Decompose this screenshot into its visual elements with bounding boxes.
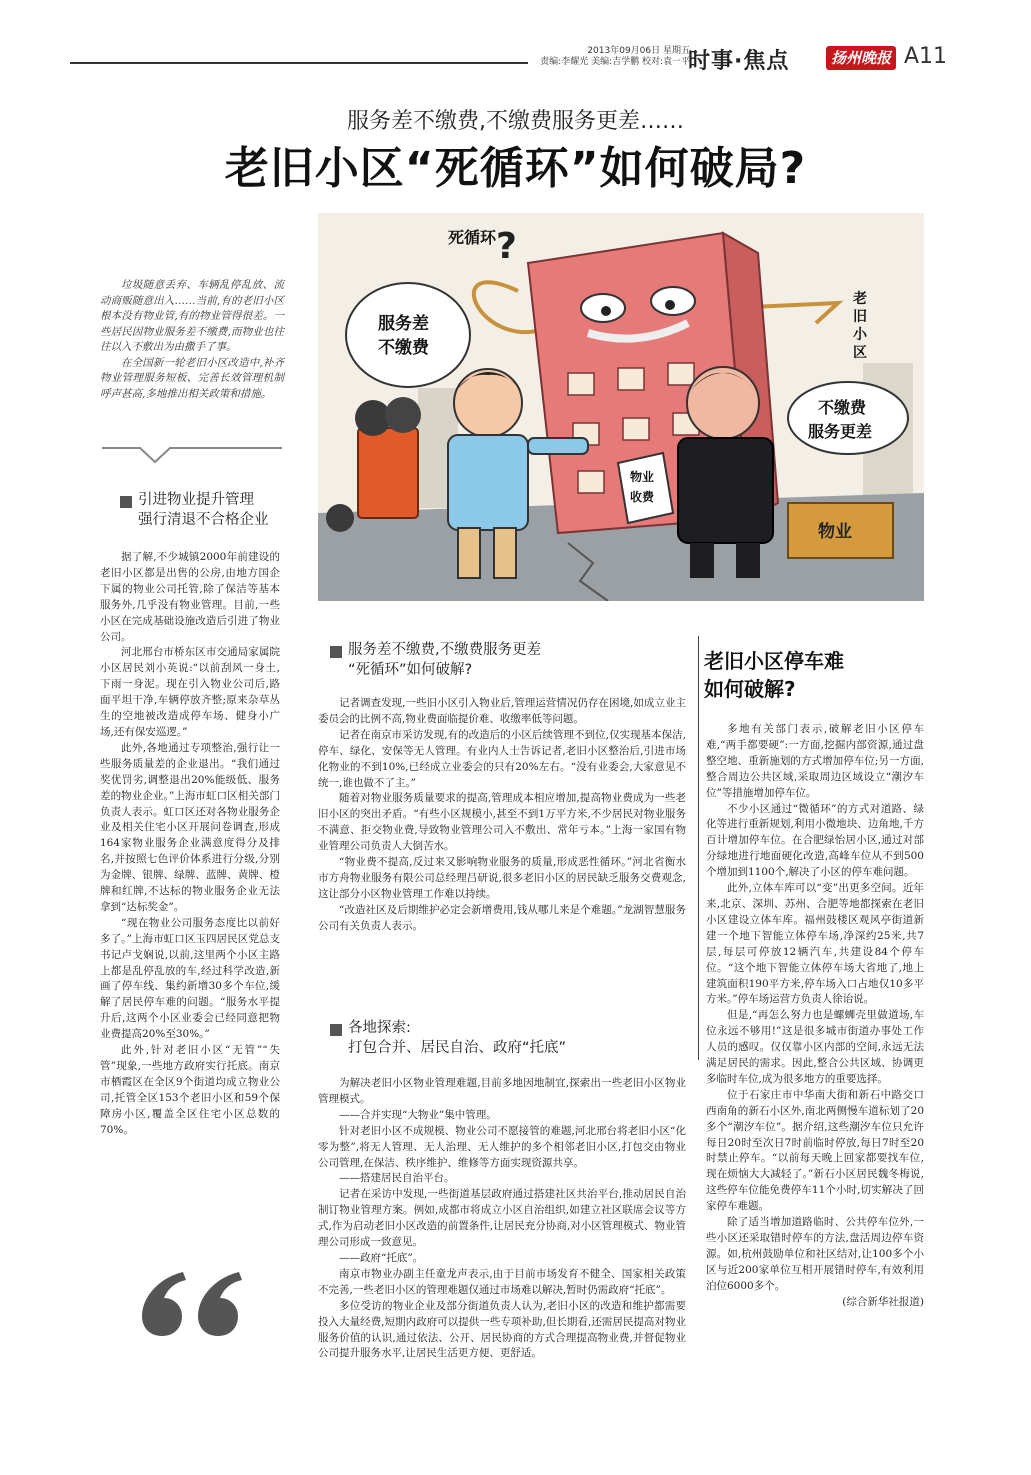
right-bubble-line2: 服务更差 bbox=[808, 422, 873, 441]
heading-square-icon bbox=[330, 646, 342, 658]
heading-square-icon bbox=[330, 1024, 342, 1036]
loop-label: 死循环 bbox=[448, 228, 497, 247]
intro-block bbox=[100, 278, 284, 402]
building-pupil bbox=[601, 306, 611, 316]
body-paragraph: ——政府“托底”。 bbox=[339, 1251, 424, 1264]
manager-leg bbox=[736, 543, 760, 578]
manager-suit bbox=[678, 438, 773, 543]
masthead-date: 2013年09月06日 星期五 bbox=[587, 46, 690, 56]
sidebar-title-line1: 老旧小区停车难 bbox=[704, 649, 844, 673]
body-paragraph: 南京市物业办副主任童龙声表示,由于目前市场发育不健全、国家相关政策不完善,一些老旧小区的管理难题仅通过市场难以解决,暂时仍需政府“托底”。 bbox=[318, 1267, 686, 1296]
left-speech-bubble bbox=[346, 283, 470, 387]
body-paragraph: 记者调查发现,一些旧小区引入物业后,管理运营情况仍存在困境,如成立业主委员会的比例不高,物业费面临提价难、收缴率低等问题。 bbox=[318, 697, 686, 725]
section2-heading bbox=[348, 640, 648, 680]
building-pupil bbox=[665, 300, 675, 310]
resident-leg bbox=[458, 528, 480, 578]
resident-leg bbox=[494, 528, 516, 578]
body-paragraph: 不少小区通过“微循环”的方式对道路、绿化等进行重新规划,利用小微地块、边角地,千方百计增加停车位。在合肥绿怡居小区,通过对部分绿地进行地面硬化改造,高峰车位从不到500个增加到1100个,解决了小区的停车难问题。 bbox=[706, 802, 924, 879]
right-bubble-line1: 不缴费 bbox=[818, 398, 867, 417]
headline-subhead: 服务差不缴费,不缴费服务更差…… bbox=[347, 109, 684, 134]
body-paragraph: “物业费不提高,反过来又影响物业服务的质量,形成恶性循环。”河北省衡水市方舟物业服务有限公司总经理吕研说,很多老旧小区的居民缺乏服务交费观念,这让部分小区物业管理工作难以持续。 bbox=[318, 856, 686, 900]
body-paragraph: ——合并实现“大物业”集中管理。 bbox=[339, 1108, 497, 1121]
body-paragraph: 此外,针对老旧小区“无管”“失管”现象,一些地方政府实行托底。南京市栖霞区在全区9个街道均成立物业公司,托管全区153个老旧小区和59个保障房小区,覆盖全区住宅小区总数的70%。 bbox=[100, 1044, 280, 1136]
masthead-rule bbox=[70, 62, 528, 64]
body-paragraph: 随着对物业服务质量要求的提高,管理成本相应增加,提高物业费成为一些老旧小区的突出矛盾。“有些小区规模小,甚至不到1万平方米,不少居民对物业服务不满意、拒交物业费,导致物业管理公司入不敷出、常年亏本。”上海一家国有物业管理公司负责人大倒苦水。 bbox=[318, 792, 686, 853]
property-fee-paper bbox=[618, 453, 673, 523]
body-paragraph: 河北邢台市桥东区市交通局家属院小区居民刘小英说:“以前刮风一身土,下雨一身泥。现在引入物业公司后,路面平坦干净,车辆停放齐整;原来杂草丛生的空地被改造成停车场、健身小广场,还有保安巡逻。” bbox=[100, 646, 280, 738]
left-bubble-line2: 不缴费 bbox=[378, 338, 429, 358]
page-number: A11 bbox=[904, 44, 948, 69]
body-paragraph: 为解决老旧小区物业管理难题,目前多地因地制宜,探索出一些老旧小区物业管理模式。 bbox=[318, 1077, 686, 1105]
cartoon-svg bbox=[318, 213, 924, 601]
trash-bag bbox=[326, 504, 354, 532]
body-paragraph: 此外,各地通过专项整治,强行让一些服务质量差的企业退出。“我们通过奖优罚劣,调整退出20%能级低、服务差的物业企业。”上海市虹口区相关部门负责人表示。虹口区还对各物业服务企业及相关住宅小区开展问卷调查,形成164家物业服务企业满意度得分及排名,并按照七色评价体系进行分级,分别为金牌、银牌、绿牌、蓝牌、黄牌、橙牌和红牌,不达标的物业服务企业无法拿到“达标奖金”。 bbox=[100, 741, 280, 913]
newspaper-logo: 扬州晚报 bbox=[826, 46, 896, 70]
section1-heading bbox=[138, 490, 298, 530]
body-paragraph: 位于石家庄市中华南大街和新石中路交口西南角的新石小区外,南北两侧慢车道标划了20多个“潮汐车位”。据介绍,这些潮汐车位只允许每日20时至次日7时前临时停放,每日7时至20时禁止停车。“以前每天晚上回家都要找车位,现在烦恼大大减轻了。”新石小区居民魏冬梅说,这些停车位能免费停车11个小时,切实解决了回家停车难题。 bbox=[706, 1088, 924, 1213]
building-window bbox=[668, 363, 694, 385]
source-credit: (综合新华社报道) bbox=[842, 1295, 924, 1308]
quote-mark-icon bbox=[138, 1268, 244, 1338]
body-paragraph: “改造社区及后期维护必定会新增费用,钱从哪儿来是个难题。”龙湖智慧服务公司有关负责人表示。 bbox=[318, 903, 686, 932]
paper-label-2: 收费 bbox=[630, 490, 655, 504]
question-mark: ? bbox=[496, 226, 517, 267]
resident-shirt bbox=[448, 435, 528, 530]
body-paragraph: 多位受访的物业企业及部分街道负责人认为,老旧小区的改造和维护都需要投入大量经费,短期内政府可以提供一些专项补助,但长期看,还需居民提高对物业服务价值的认识,通过依法、公开、居民协商的方式合理提高物业费,并督促物业公司提升服务水平,让居民生活更方便、更舒适。 bbox=[318, 1299, 686, 1360]
section3-heading-line2: 打包合并、居民自治、政府“托底” bbox=[348, 1040, 567, 1056]
headline-title: 老旧小区“死循环”如何破局? bbox=[224, 143, 807, 194]
resident-head bbox=[454, 369, 522, 437]
section3-heading bbox=[348, 1018, 648, 1058]
section1-heading-line2: 强行清退不合格企业 bbox=[138, 512, 269, 528]
building-window bbox=[578, 471, 604, 493]
cartoon-illustration bbox=[318, 213, 924, 601]
box-label: 物业 bbox=[818, 522, 852, 542]
section3-heading-line1: 各地探索: bbox=[348, 1020, 411, 1036]
trash-bag bbox=[385, 397, 421, 433]
section2-heading-line2: “死循环”如何破解? bbox=[348, 662, 473, 678]
body-paragraph: 针对老旧小区不成规模、物业公司不愿接管的难题,河北邢台将老旧小区“化零为整”,将无人管理、无人治理、无人维护的多个相邻老旧小区,打包交由物业公司管理,在保洁、秩序维护、维修等方面实现资源共享。 bbox=[318, 1124, 686, 1169]
heading-square-icon bbox=[120, 496, 132, 508]
manager-head bbox=[687, 367, 759, 439]
body-paragraph: 此外,立体车库可以“变”出更多空间。近年来,北京、深圳、苏州、合肥等地都探索在老旧小区建设立体车库。福州鼓楼区观风亭街道新建一个地下智能立体停车场,净深约25米,共7层,每层可停放12辆汽车,共建设84个停车位。“这个地下智能立体停车场大省地了,地上建筑面积190平方米,停车场入口占地仅10多平方米。”停车场运营方负责人徐诒说。 bbox=[706, 882, 924, 1006]
intro-bracket bbox=[100, 446, 284, 466]
body-paragraph: 除了适当增加道路临时、公共停车位外,一些小区还采取错时停车的方法,盘活周边停车资源。如,杭州鼓励单位和社区结对,让100多个小区与近200家单位互相开展错时停车,有效利用泊位6000多个。 bbox=[706, 1216, 924, 1292]
right-speech-bubble bbox=[788, 382, 908, 454]
intro-paragraph: 在全国新一轮老旧小区改造中,补齐物业管理服务短板、完善长效管理机制呼声甚高,多地推出相关政策和措施。 bbox=[100, 356, 284, 400]
building-label-3: 小 bbox=[853, 327, 867, 343]
section3-column bbox=[318, 1076, 686, 1362]
manager-leg bbox=[690, 543, 714, 578]
paper-label-1: 物业 bbox=[630, 470, 655, 484]
body-paragraph: 多地有关部门表示,破解老旧小区停车难,“两手都要硬”:一方面,挖掘内部资源,通过盘整空地、重新施划的方式增加停车位;另一方面,整合周边公共区域,采取周边区域设立“潮汐车位”等措施增加停车位。 bbox=[706, 723, 924, 799]
section2-heading-line1: 服务差不缴费,不缴费服务更差 bbox=[348, 642, 542, 658]
building-window bbox=[623, 418, 649, 440]
building-window bbox=[568, 373, 594, 395]
building-label-4: 区 bbox=[853, 345, 867, 361]
trash-bin bbox=[358, 428, 418, 518]
section1-column bbox=[100, 550, 280, 1139]
body-paragraph: 据了解,不少城镇2000年前建设的老旧小区都是出售的公房,由地方国企下属的物业公司托管,除了保洁等基本服务外,几乎没有物业管理。目前,一些小区在完成基础设施改造后引进了物业公司。 bbox=[100, 551, 280, 643]
sidebar-divider bbox=[698, 636, 699, 1060]
body-paragraph: 但是,“再怎么努力也是螺蛳壳里做道场,车位永远不够用!”这是很多城市街道办事处工作人员的感叹。仅仅靠小区内部的空间,永远无法满足居民的需求。因此,整合公共区域、协调更多临时车位,成为很多地方的重要选择。 bbox=[706, 1009, 924, 1085]
section2-column bbox=[318, 696, 686, 935]
masthead-meta bbox=[540, 46, 690, 68]
building-label-2: 旧 bbox=[853, 309, 867, 325]
body-paragraph: 记者在南京市采访发现,有的改造后的小区后续管理不到位,仅实现基本保洁,停车、绿化、安保等无人管理。有业内人士告诉记者,老旧小区整治后,引进市场化物业的不到10%,已经成立业委会的只有20%左右。“没有业委会,大家意见不统一,谁也做不了主。” bbox=[318, 728, 686, 789]
resident-arm bbox=[528, 438, 588, 454]
masthead-editors: 责编:李耀光 美编:吉学鹏 校对:袁一平 bbox=[540, 57, 690, 67]
body-paragraph: ——搭建居民自治平台。 bbox=[339, 1172, 455, 1185]
building-label-1: 老 bbox=[853, 291, 867, 307]
body-paragraph: “现在物业公司服务态度比以前好多了。”上海市虹口区玉四居民区党总支书记卢戈娴说,以前,这里两个小区主路上都是乱停乱放的车,经过科学改造,新画了停车线、集约新增30多个车位,缓解了居民停车难的问题。“服务水平提升后,这两个小区业委会已经同意把物业费提高20%至30%。” bbox=[100, 916, 280, 1041]
sidebar-title bbox=[704, 647, 924, 703]
section-name: 时事·焦点 bbox=[688, 49, 790, 74]
building-window bbox=[618, 368, 644, 390]
sidebar-title-line2: 如何破解? bbox=[704, 677, 796, 701]
left-bubble-line1: 服务差 bbox=[378, 314, 429, 334]
section1-heading-line1: 引进物业提升管理 bbox=[138, 492, 254, 508]
sidebar-column bbox=[706, 722, 924, 1311]
body-paragraph: 记者在采访中发现,一些街道基层政府通过搭建社区共治平台,推动居民自治制订物业管理方案。例如,成都市将成立小区自治组织,如建立社区联席会议等方式,作为启动老旧小区改造的前置条件,让居民充分协商,对小区管理模式、物业管理公司形成一致意见。 bbox=[318, 1188, 686, 1249]
intro-paragraph: 垃圾随意丢弃、车辆乱停乱放、流动商贩随意出入……当前,有的老旧小区根本没有物业管,有的物业管得很差。一些居民因物业服务差不缴费,而物业也往往以入不敷出为由撒手了事。 bbox=[100, 279, 284, 353]
